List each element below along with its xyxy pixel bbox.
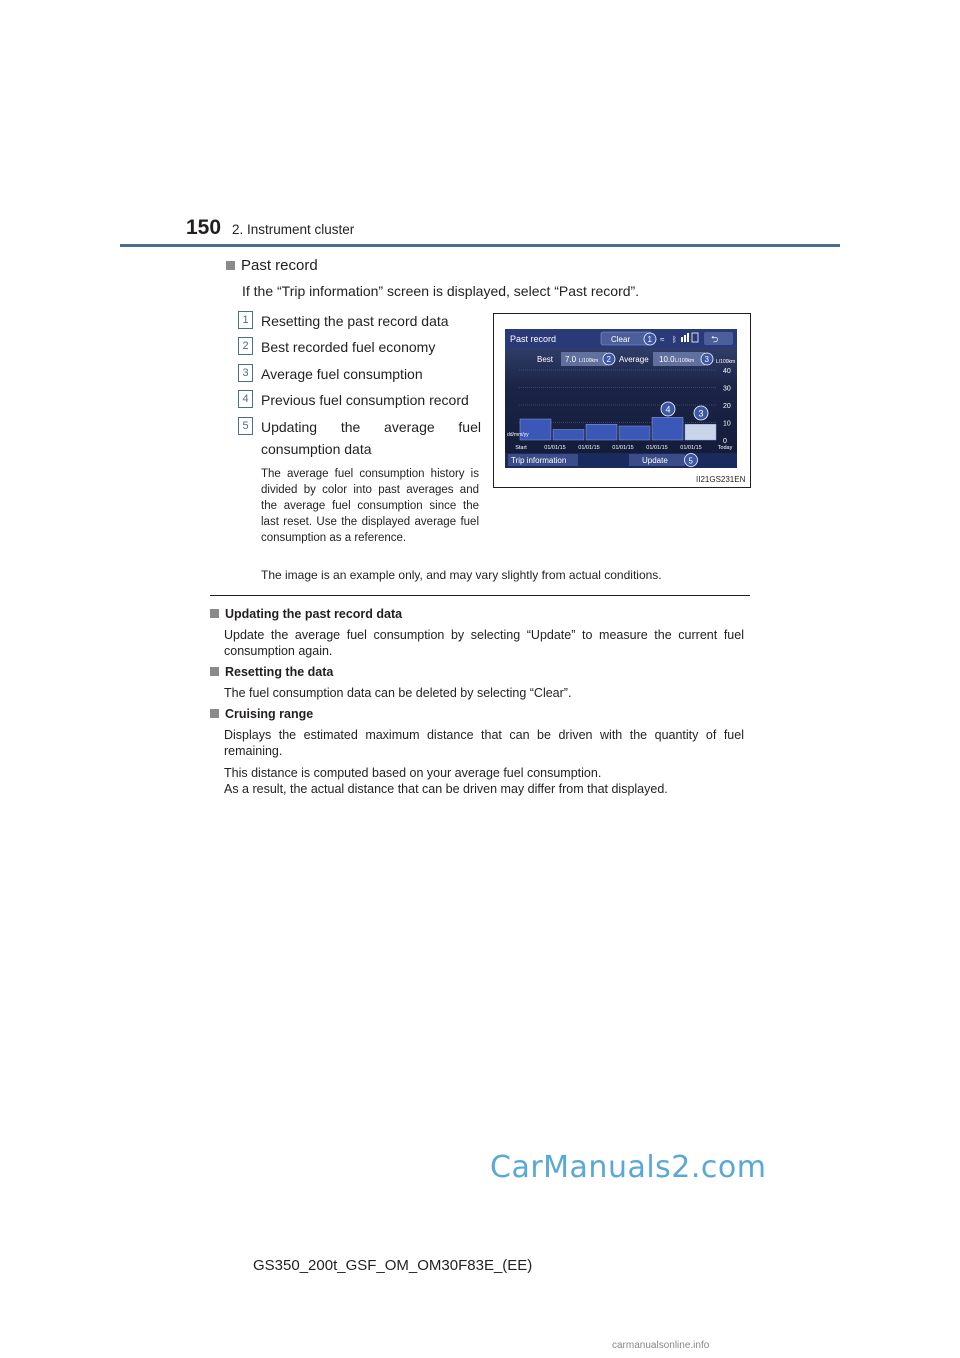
square-bullet-icon	[210, 709, 219, 718]
best-unit: L/100km	[579, 358, 599, 364]
y-tick-label: 20	[723, 403, 731, 410]
chart-bar	[619, 426, 650, 440]
explanation-text: The average fuel consumption history is divided by color into past averages and the average fuel consumption since the last reset. Use the displayed average fuel consumption as a reference.	[261, 468, 479, 544]
note-body-updating: Update the average fuel consumption by selecting “Update” to measure the current fuel consumption again.	[224, 628, 744, 658]
watermark-footer: carmanualsonline.info	[612, 1340, 710, 1351]
back-arrow-icon: ⮌	[711, 334, 719, 344]
x-axis-labels	[515, 445, 732, 451]
update-button-label: Update	[642, 456, 668, 465]
callout-label: 5	[688, 456, 693, 466]
axis-unit: L/100km	[716, 359, 736, 365]
y-tick-label: 30	[723, 385, 731, 393]
chart-bar	[652, 417, 683, 440]
wifi-icon: ≈	[660, 335, 665, 344]
square-bullet-icon	[226, 261, 235, 270]
screen-svg	[505, 329, 737, 468]
image-note: The image is an example only, and may vary slightly from actual conditions.	[261, 568, 662, 582]
note-title-cruising	[210, 707, 313, 721]
legend-text: Best recorded fuel economy	[261, 339, 436, 355]
page-number: 150	[186, 216, 222, 239]
x-tick-label: 01/01/15	[612, 445, 634, 451]
chart-grid	[519, 370, 717, 423]
section-divider	[210, 595, 750, 596]
note-body-resetting: The fuel consumption data can be deleted by selecting “Clear”.	[224, 686, 572, 700]
x-tick-label: Today	[717, 445, 733, 451]
chart-bar	[685, 424, 716, 440]
legend-item-4	[238, 389, 481, 411]
square-bullet-icon	[210, 667, 219, 676]
legend-text: Previous fuel consumption record	[261, 392, 469, 408]
note-body-cruising-1: Displays the estimated maximum distance that can be driven with the quantity of fuel remaining.	[224, 728, 744, 758]
legend-item-5	[238, 416, 481, 460]
callout-label: 3	[698, 408, 704, 419]
callout-number: 3	[238, 364, 253, 382]
past-record-screen	[505, 329, 737, 468]
average-label: Average	[619, 355, 649, 364]
signal-icon-bar	[684, 335, 686, 342]
legend-text: Resetting the past record data	[261, 313, 449, 329]
signal-icon-bar	[687, 333, 689, 342]
clear-button-label: Clear	[611, 335, 631, 344]
signal-icon	[681, 337, 683, 342]
x-tick-label: Start	[515, 445, 527, 451]
legend-text: Average fuel consumption	[261, 366, 423, 382]
trip-information-label: Trip information	[511, 456, 567, 465]
section-title-text: Past record	[241, 257, 318, 274]
best-value: 7.0	[565, 355, 577, 364]
best-label: Best	[537, 355, 554, 364]
section-title	[226, 257, 318, 274]
back-button[interactable]	[704, 332, 733, 345]
chart-bar	[586, 424, 617, 440]
screen-title: Past record	[510, 334, 557, 344]
average-unit: L/100km	[675, 358, 695, 364]
callout-number: 2	[238, 337, 253, 355]
y-axis-ticks	[723, 368, 731, 445]
legend-item-3	[238, 363, 481, 385]
watermark-logo: CarManuals2.com	[490, 1150, 767, 1185]
note-title-updating	[210, 607, 402, 621]
figure-id: II21GS231EN	[696, 475, 746, 484]
header-rule	[120, 244, 840, 247]
note-title-text: Resetting the data	[225, 665, 334, 679]
legend-text: Updating the average fuel consumption data	[261, 419, 481, 457]
note-body-cruising-3: As a result, the actual distance that can be driven may differ from that displayed.	[224, 782, 668, 796]
y-tick-label: 10	[723, 420, 731, 428]
callout-label: 2	[606, 355, 611, 364]
bluetooth-icon: ᛒ	[672, 335, 677, 344]
date-mode-label: dd/mm/yy	[507, 432, 529, 438]
callout-label: 3	[704, 355, 709, 364]
chart-bars	[520, 417, 716, 440]
x-tick-label: 01/01/15	[544, 445, 566, 451]
callout-label: 1	[647, 335, 652, 344]
chapter-title: 2. Instrument cluster	[232, 222, 355, 237]
callout-number: 1	[238, 311, 253, 329]
note-body-cruising-2: This distance is computed based on your average fuel consumption.	[224, 766, 602, 780]
footer-code: GS350_200t_GSF_OM_OM30F83E_(EE)	[253, 1257, 533, 1274]
y-tick-label: 40	[723, 368, 731, 375]
section-intro: If the “Trip information” screen is displayed, select “Past record”.	[242, 283, 640, 299]
x-tick-label: 01/01/15	[646, 445, 668, 451]
x-tick-label: 01/01/15	[578, 445, 600, 451]
callout-label: 4	[665, 404, 671, 415]
square-bullet-icon	[210, 609, 219, 618]
x-tick-label: 01/01/15	[680, 445, 702, 451]
legend-item-1	[238, 310, 481, 332]
chart-bar	[553, 430, 584, 441]
note-title-resetting	[210, 665, 333, 679]
note-title-text: Updating the past record data	[225, 607, 403, 621]
legend-item-2	[238, 336, 481, 358]
callout-number: 5	[238, 417, 253, 435]
average-value: 10.0	[659, 355, 675, 364]
callout-number: 4	[238, 390, 253, 408]
y-tick-label: 0	[723, 438, 727, 445]
note-title-text: Cruising range	[225, 707, 314, 721]
